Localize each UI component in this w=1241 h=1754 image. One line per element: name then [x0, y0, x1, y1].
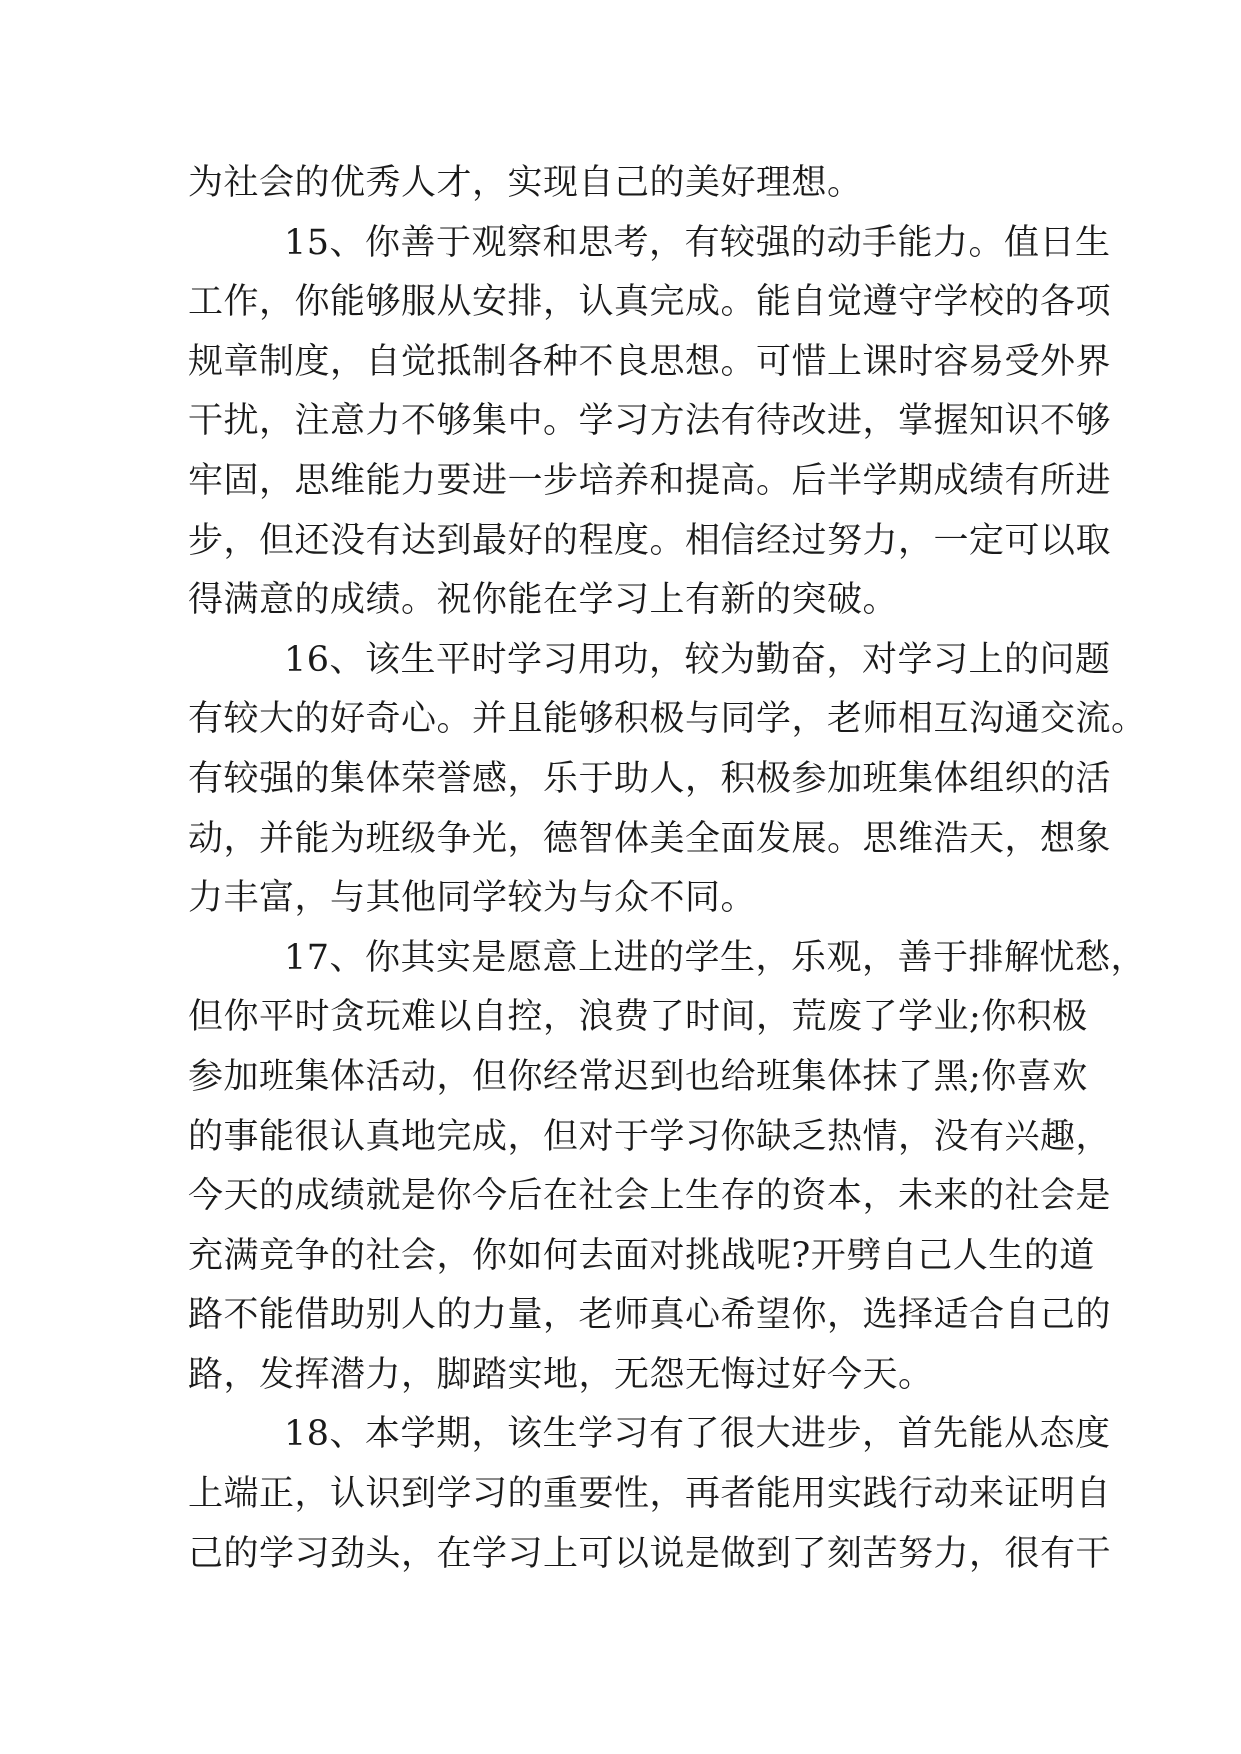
text-line: 15、你善于观察和思考，有较强的动手能力。值日生	[284, 222, 1111, 263]
text-line: 有较强的集体荣誉感，乐于助人，积极参加班集体组织的活	[188, 758, 1112, 799]
text-line: 但你平时贪玩难以自控，浪费了时间，荒废了学业;你积极	[188, 997, 1088, 1038]
text-line: 牢固，思维能力要进一步培养和提高。后半学期成绩有所进	[188, 460, 1112, 501]
text-line: 干扰，注意力不够集中。学习方法有待改进，掌握知识不够	[188, 401, 1112, 442]
text-line: 有较大的好奇心。并且能够积极与同学，老师相互沟通交流。	[188, 699, 1147, 740]
text-line: 己的学习劲头，在学习上可以说是做到了刻苦努力，很有干	[188, 1533, 1112, 1574]
text-line: 路不能借助别人的力量，老师真心希望你，选择适合自己的	[188, 1295, 1112, 1336]
text-line: 为社会的优秀人才，实现自己的美好理想。	[188, 163, 863, 203]
text-line: 18、本学期，该生学习有了很大进步，首先能从态度	[284, 1414, 1111, 1455]
text-line: 16、该生平时学习用功，较为勤奋，对学习上的问题	[284, 639, 1111, 680]
text-line: 步，但还没有达到最好的程度。相信经过努力，一定可以取	[188, 520, 1112, 561]
text-line: 力丰富，与其他同学较为与众不同。	[188, 878, 757, 919]
text-line: 参加班集体活动，但你经常迟到也给班集体抹了黑;你喜欢	[188, 1056, 1088, 1097]
text-line: 规章制度，自觉抵制各种不良思想。可惜上课时容易受外界	[188, 341, 1112, 382]
text-line: 今天的成绩就是你今后在社会上生存的资本，未来的社会是	[188, 1176, 1112, 1217]
text-line: 17、你其实是愿意上进的学生，乐观，善于排解忧愁，	[284, 937, 1147, 978]
text-line: 充满竞争的社会，你如何去面对挑战呢?开劈自己人生的道	[188, 1235, 1095, 1276]
text-line: 的事能很认真地完成，但对于学习你缺乏热情，没有兴趣，	[188, 1116, 1112, 1157]
text-line: 上端正，认识到学习的重要性，再者能用实践行动来证明自	[188, 1474, 1112, 1515]
text-line: 得满意的成绩。祝你能在学习上有新的突破。	[188, 580, 899, 621]
text-line: 路，发挥潜力，脚踏实地，无怨无悔过好今天。	[188, 1354, 934, 1395]
document-body	[188, 154, 1147, 1584]
text-line: 工作，你能够服从安排，认真完成。能自觉遵守学校的各项	[188, 282, 1112, 323]
text-line: 动，并能为班级争光，德智体美全面发展。思维浩天，想象	[188, 818, 1112, 859]
